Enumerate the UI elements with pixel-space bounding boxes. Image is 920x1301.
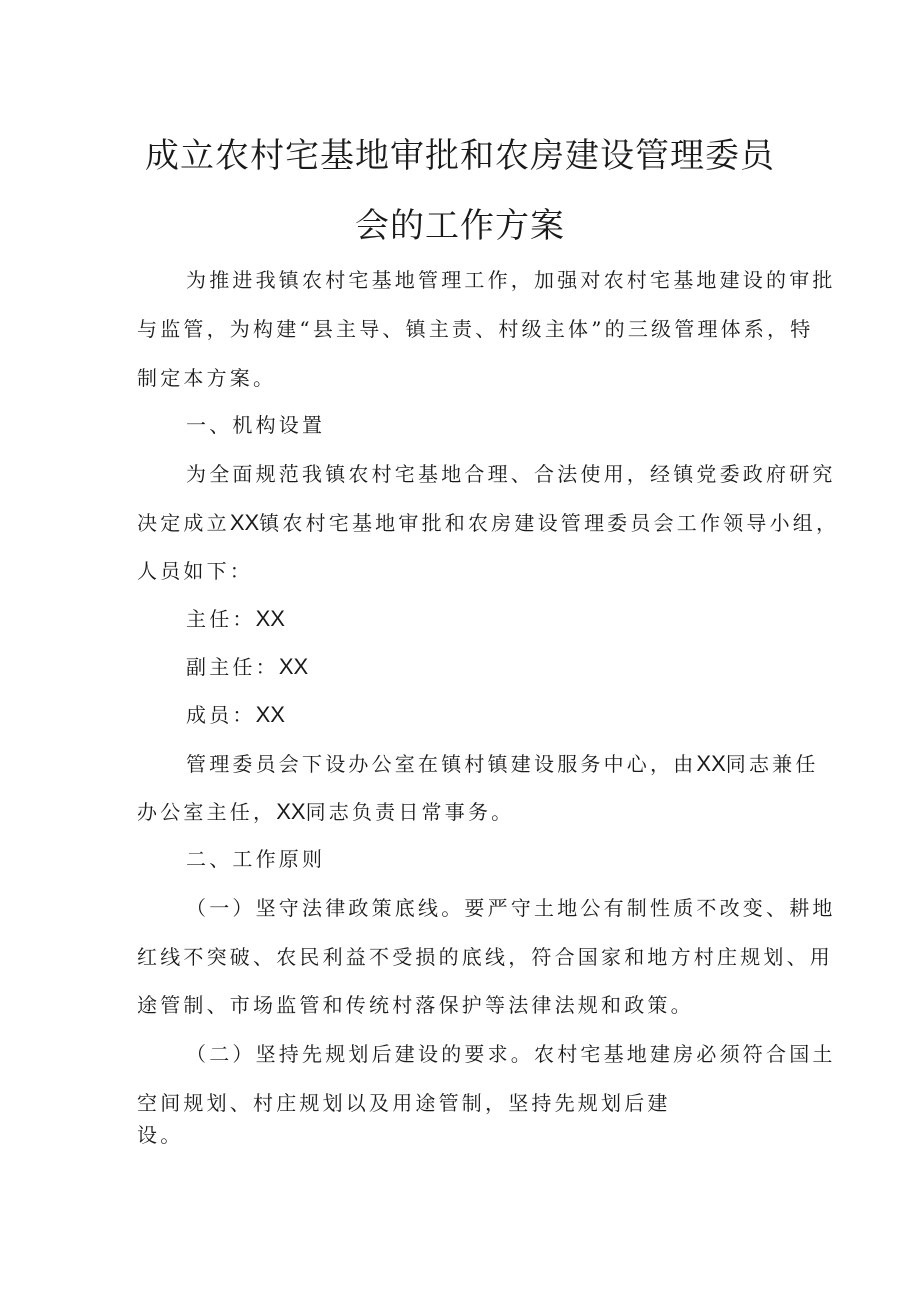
paragraph-4-line-1: （一）坚守法律政策底线。要严守土地公有制性质不改变、耕地 [186, 896, 836, 920]
paragraph-2-line-2 [137, 509, 839, 537]
paragraph-4-line-2: 红线不突破、农民利益不受损的底线，符合国家和地方村庄规划、用 [137, 945, 833, 969]
paragraph-2-line-3: 人员如下： [137, 559, 253, 583]
paragraph-2-line-2-suffix: 镇农村宅基地审批和农房建设管理委员会工作领导小组， [259, 511, 840, 535]
paragraph-3-line-1 [186, 750, 819, 778]
paragraph-2-line-1: 为全面规范我镇农村宅基地合理、合法使用，经镇党委政府研究 [186, 462, 836, 486]
paragraph-5-line-2: 空间规划、村庄规划以及用途管制，坚持先规划后建 [137, 1091, 671, 1115]
paragraph-1-line-2: 与监管，为构建“县主导、镇主责、村级主体”的三级管理体系，特 [137, 317, 814, 341]
placeholder-xx: XX [696, 751, 726, 776]
placeholder-xx: XX [276, 799, 306, 824]
member-label: 成员： [186, 703, 256, 727]
paragraph-5-line-3: 设。 [137, 1123, 184, 1147]
paragraph-3-line-2-prefix: 办公室主任， [137, 800, 277, 824]
placeholder-xx: XX [229, 510, 260, 535]
member-value: XX [255, 702, 285, 727]
director-label: 主任： [186, 607, 256, 631]
paragraph-3-line-1-suffix: 同志兼任 [725, 752, 819, 776]
member-line [186, 701, 285, 729]
section-heading-1: 一、机构设置 [186, 413, 326, 437]
section-heading-2: 二、工作原则 [186, 847, 326, 871]
paragraph-3-line-2 [137, 798, 514, 826]
deputy-director-line [186, 653, 308, 681]
paragraph-3-line-1-prefix: 管理委员会下设办公室在镇村镇建设服务中心，由 [186, 752, 697, 776]
paragraph-2-line-2-prefix: 决定成立 [137, 511, 230, 535]
document-title-line-2: 会的工作方案 [355, 206, 565, 246]
director-value: XX [255, 606, 285, 631]
paragraph-5-line-1: （二）坚持先规划后建设的要求。农村宅基地建房必须符合国土 [186, 1042, 836, 1066]
deputy-director-label: 副主任： [186, 655, 279, 679]
document-title-line-1: 成立农村宅基地审批和农房建设管理委员 [145, 136, 775, 176]
deputy-director-value: XX [278, 654, 309, 679]
director-line [186, 605, 285, 633]
paragraph-1-line-1: 为推进我镇农村宅基地管理工作，加强对农村宅基地建设的审批 [186, 268, 836, 292]
paragraph-4-line-3: 途管制、市场监管和传统村落保护等法律法规和政策。 [137, 993, 694, 1017]
paragraph-1-line-3: 制定本方案。 [137, 366, 277, 390]
paragraph-3-line-2-suffix: 同志负责日常事务。 [305, 800, 515, 824]
